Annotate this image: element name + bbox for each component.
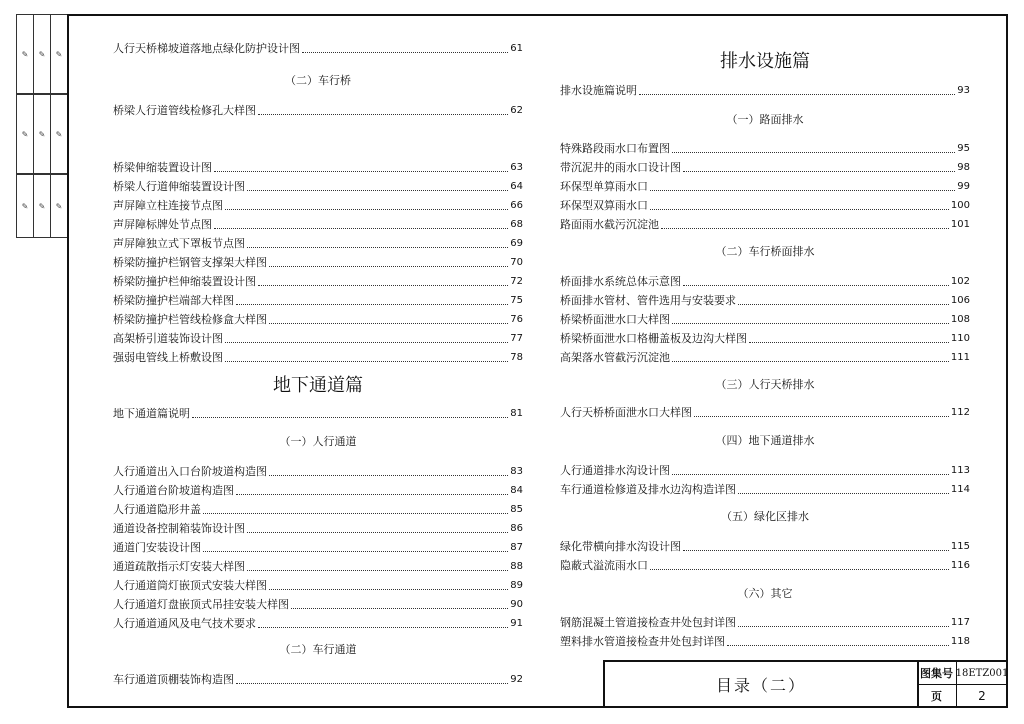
atlas-number-value: 18ETZ001 bbox=[957, 662, 1007, 685]
dot-leader bbox=[738, 292, 949, 305]
toc-entry-page: 93 bbox=[957, 85, 970, 96]
signature-mark: ✎ bbox=[54, 201, 64, 211]
dot-leader bbox=[302, 40, 508, 53]
toc-entry-page: 112 bbox=[950, 407, 970, 418]
toc-entry-page: 98 bbox=[957, 162, 970, 173]
toc-entry bbox=[113, 482, 523, 500]
toc-entry-title: 桥梁伸缩装置设计图 bbox=[113, 161, 212, 174]
toc-entry-title: 车行通道检修道及排水边沟构造详图 bbox=[560, 483, 736, 496]
toc-entry bbox=[113, 539, 523, 557]
toc-entry-title: 人行通道排水沟设计图 bbox=[560, 464, 670, 477]
toc-entry-page: 91 bbox=[510, 618, 523, 629]
toc-entry-page: 89 bbox=[510, 580, 523, 591]
toc-entry-title: 桥梁防撞护栏管线检修盒大样图 bbox=[113, 313, 267, 326]
toc-entry bbox=[113, 671, 523, 689]
toc-entry-title: 隐蔽式溢流雨水口 bbox=[560, 559, 648, 572]
toc-entry bbox=[113, 216, 523, 234]
toc-entry-title: 桥梁防撞护栏伸缩装置设计图 bbox=[113, 275, 256, 288]
toc-entry-title: 钢筋混凝土管道接检查井处包封详图 bbox=[560, 616, 736, 629]
drawing-title: 目录（二） bbox=[605, 662, 919, 707]
dot-leader bbox=[650, 178, 955, 191]
section-title: 地下通道篇 bbox=[273, 375, 363, 396]
toc-entry bbox=[113, 311, 523, 329]
toc-entry-title: 环保型双算雨水口 bbox=[560, 199, 648, 212]
toc-entry-title: 塑料排水管道接检查井处包封详图 bbox=[560, 635, 725, 648]
dot-leader bbox=[661, 216, 949, 229]
toc-entry-title: 桥梁防撞护栏钢管支撑架大样图 bbox=[113, 256, 267, 269]
toc-entry-title: 高架桥引道装饰设计图 bbox=[113, 332, 223, 345]
signature-mark: ✎ bbox=[34, 175, 51, 237]
dot-leader bbox=[247, 520, 508, 533]
dot-leader bbox=[192, 405, 508, 418]
toc-entry-title: 人行通道筒灯嵌顶式安装大样图 bbox=[113, 579, 267, 592]
toc-entry bbox=[113, 178, 523, 196]
toc-entry-page: 92 bbox=[510, 674, 523, 685]
toc-entry bbox=[113, 159, 523, 177]
toc-entry bbox=[113, 577, 523, 595]
toc-entry-title: 人行天桥桥面泄水口大样图 bbox=[560, 406, 692, 419]
dot-leader bbox=[694, 404, 949, 417]
toc-entry-title: 通道门安装设计图 bbox=[113, 541, 201, 554]
toc-entry bbox=[113, 330, 523, 348]
toc-entry bbox=[113, 615, 523, 633]
toc-entry bbox=[560, 349, 970, 367]
toc-entry-title: 声屏障独立式下罩板节点图 bbox=[113, 237, 245, 250]
toc-entry-title: 桥梁人行道伸缩装置设计图 bbox=[113, 180, 245, 193]
toc-entry-page: 64 bbox=[510, 181, 523, 192]
dot-leader bbox=[650, 557, 949, 570]
toc-entry bbox=[113, 501, 523, 519]
toc-entry-page: 90 bbox=[510, 599, 523, 610]
page-label: 页 bbox=[917, 685, 957, 707]
toc-entry-page: 78 bbox=[510, 352, 523, 363]
toc-entry bbox=[560, 538, 970, 556]
toc-entry-page: 62 bbox=[510, 105, 523, 116]
toc-entry-page: 70 bbox=[510, 257, 523, 268]
toc-entry bbox=[560, 82, 970, 100]
approval-strip bbox=[16, 14, 68, 238]
dot-leader bbox=[258, 102, 508, 115]
toc-entry-title: 桥梁桥面泄水口大样图 bbox=[560, 313, 670, 326]
toc-entry-title: 路面雨水截污沉淀池 bbox=[560, 218, 659, 231]
toc-entry-title: 人行通道灯盘嵌顶式吊挂安装大样图 bbox=[113, 598, 289, 611]
toc-entry-page: 87 bbox=[510, 542, 523, 553]
toc-entry bbox=[560, 404, 970, 422]
toc-entry bbox=[560, 216, 970, 234]
toc-entry-title: 声屏障立柱连接节点图 bbox=[113, 199, 223, 212]
subsection-heading: （一）人行通道 bbox=[279, 435, 357, 448]
dot-leader bbox=[683, 273, 949, 286]
toc-entry-page: 108 bbox=[950, 314, 970, 325]
subsection-heading: （四）地下通道排水 bbox=[715, 434, 815, 447]
toc-entry-page: 114 bbox=[950, 484, 970, 495]
toc-entry-page: 111 bbox=[950, 352, 970, 363]
toc-entry bbox=[113, 596, 523, 614]
toc-entry-page: 100 bbox=[950, 200, 970, 211]
toc-entry bbox=[113, 292, 523, 310]
signature-mark: ✎ bbox=[54, 129, 64, 139]
dot-leader bbox=[225, 330, 508, 343]
toc-entry-title: 声屏障标牌处节点图 bbox=[113, 218, 212, 231]
approval-cell-3 bbox=[16, 174, 68, 238]
dot-leader bbox=[639, 82, 955, 95]
toc-entry-page: 76 bbox=[510, 314, 523, 325]
toc-entry-page: 66 bbox=[510, 200, 523, 211]
approval-cell-2 bbox=[16, 94, 68, 174]
toc-entry bbox=[113, 405, 523, 423]
subsection-heading: （三）人行天桥排水 bbox=[715, 378, 815, 391]
toc-entry bbox=[113, 273, 523, 291]
toc-entry-page: 101 bbox=[950, 219, 970, 230]
toc-entry bbox=[113, 254, 523, 272]
signature-mark: ✎ bbox=[34, 95, 51, 173]
toc-entry-page: 86 bbox=[510, 523, 523, 534]
toc-entry bbox=[560, 197, 970, 215]
toc-entry bbox=[560, 140, 970, 158]
subsection-heading: （五）绿化区排水 bbox=[721, 510, 809, 523]
toc-entry-page: 77 bbox=[510, 333, 523, 344]
toc-entry-page: 117 bbox=[950, 617, 970, 628]
toc-entry bbox=[560, 481, 970, 499]
signature-mark: ✎ bbox=[17, 95, 34, 173]
dot-leader bbox=[258, 615, 508, 628]
dot-leader bbox=[650, 197, 949, 210]
toc-entry-title: 人行通道台阶坡道构造图 bbox=[113, 484, 234, 497]
signature-mark: ✎ bbox=[34, 15, 51, 93]
page-number: 2 bbox=[978, 689, 986, 703]
toc-entry-title: 强弱电管线上桥敷设图 bbox=[113, 351, 223, 364]
toc-entry-page: 81 bbox=[510, 408, 523, 419]
toc-entry bbox=[560, 633, 970, 651]
toc-entry bbox=[113, 197, 523, 215]
toc-entry bbox=[113, 558, 523, 576]
toc-entry bbox=[113, 102, 523, 120]
toc-entry-page: 113 bbox=[950, 465, 970, 476]
dot-leader bbox=[203, 539, 508, 552]
signature-mark: ✎ bbox=[54, 49, 64, 59]
toc-entry-page: 95 bbox=[957, 143, 970, 154]
toc-entry bbox=[113, 349, 523, 367]
toc-entry-title: 车行通道顶棚装饰构造图 bbox=[113, 673, 234, 686]
toc-entry-title: 桥面排水系统总体示意图 bbox=[560, 275, 681, 288]
dot-leader bbox=[683, 538, 949, 551]
dot-leader bbox=[269, 577, 508, 590]
toc-entry-page: 69 bbox=[510, 238, 523, 249]
toc-entry-page: 63 bbox=[510, 162, 523, 173]
signature-mark: ✎ bbox=[17, 15, 34, 93]
toc-entry bbox=[560, 330, 970, 348]
subsection-heading: （二）车行桥面排水 bbox=[715, 245, 815, 258]
toc-entry-title: 桥梁防撞护栏端部大样图 bbox=[113, 294, 234, 307]
toc-entry bbox=[560, 292, 970, 310]
dot-leader bbox=[672, 462, 949, 475]
dot-leader bbox=[269, 463, 508, 476]
dot-leader bbox=[738, 614, 949, 627]
approval-cell-1 bbox=[16, 14, 68, 94]
subsection-heading: （六）其它 bbox=[737, 587, 793, 600]
toc-entry-page: 75 bbox=[510, 295, 523, 306]
dot-leader bbox=[236, 671, 508, 684]
toc-entry bbox=[560, 273, 970, 291]
toc-entry bbox=[113, 463, 523, 481]
toc-entry-page: 68 bbox=[510, 219, 523, 230]
toc-entry bbox=[560, 614, 970, 632]
dot-leader bbox=[225, 349, 508, 362]
dot-leader bbox=[683, 159, 955, 172]
toc-entry-page: 118 bbox=[950, 636, 970, 647]
toc-entry-page: 106 bbox=[950, 295, 970, 306]
toc-entry-title: 通道疏散指示灯安装大样图 bbox=[113, 560, 245, 573]
atlas-number-label: 图集号 bbox=[917, 662, 957, 685]
toc-entry-page: 72 bbox=[510, 276, 523, 287]
toc-entry bbox=[560, 462, 970, 480]
dot-leader bbox=[236, 292, 508, 305]
toc-entry-title: 桥面排水管材、管件选用与安装要求 bbox=[560, 294, 736, 307]
dot-leader bbox=[269, 311, 508, 324]
dot-leader bbox=[291, 596, 508, 609]
dot-leader bbox=[269, 254, 508, 267]
toc-entry bbox=[560, 159, 970, 177]
toc-entry-title: 高架落水管截污沉淀池 bbox=[560, 351, 670, 364]
dot-leader bbox=[672, 311, 949, 324]
toc-entry-title: 人行通道隐形井盖 bbox=[113, 503, 201, 516]
toc-entry-title: 地下通道篇说明 bbox=[113, 407, 190, 420]
toc-entry bbox=[113, 520, 523, 538]
dot-leader bbox=[672, 140, 955, 153]
toc-entry-title: 带沉泥井的雨水口设计图 bbox=[560, 161, 681, 174]
toc-entry-page: 116 bbox=[950, 560, 970, 571]
dot-leader bbox=[749, 330, 949, 343]
section-title: 排水设施篇 bbox=[720, 51, 810, 72]
dot-leader bbox=[258, 273, 508, 286]
toc-entry-page: 99 bbox=[957, 181, 970, 192]
signature-mark: ✎ bbox=[17, 175, 34, 237]
dot-leader bbox=[225, 197, 508, 210]
subsection-heading: （二）车行通道 bbox=[279, 643, 357, 656]
dot-leader bbox=[214, 216, 508, 229]
toc-entry-page: 83 bbox=[510, 466, 523, 477]
toc-entry-title: 特殊路段雨水口布置图 bbox=[560, 142, 670, 155]
dot-leader bbox=[672, 349, 949, 362]
subsection-heading: （一）路面排水 bbox=[726, 113, 804, 126]
dot-leader bbox=[247, 558, 508, 571]
toc-entry-title: 绿化带横向排水沟设计图 bbox=[560, 540, 681, 553]
toc-entry-page: 110 bbox=[950, 333, 970, 344]
subsection-heading: （二）车行桥 bbox=[285, 74, 351, 87]
toc-entry-page: 115 bbox=[950, 541, 970, 552]
toc-entry-page: 85 bbox=[510, 504, 523, 515]
toc-entry-title: 通道设备控制箱装饰设计图 bbox=[113, 522, 245, 535]
toc-entry bbox=[560, 311, 970, 329]
toc-entry-page: 84 bbox=[510, 485, 523, 496]
toc-entry bbox=[560, 178, 970, 196]
dot-leader bbox=[247, 178, 508, 191]
dot-leader bbox=[738, 481, 949, 494]
toc-entry-page: 102 bbox=[950, 276, 970, 287]
toc-entry-title: 人行通道出入口台阶坡道构造图 bbox=[113, 465, 267, 478]
toc-entry-title: 人行通道通风及电气技术要求 bbox=[113, 617, 256, 630]
toc-entry-title: 桥梁桥面泄水口格栅盖板及边沟大样图 bbox=[560, 332, 747, 345]
title-block bbox=[603, 660, 1007, 707]
toc-entry-page: 88 bbox=[510, 561, 523, 572]
toc-entry-title: 桥梁人行道管线检修孔大样图 bbox=[113, 104, 256, 117]
toc-entry bbox=[560, 557, 970, 575]
toc-entry-title: 环保型单算雨水口 bbox=[560, 180, 648, 193]
dot-leader bbox=[236, 482, 508, 495]
dot-leader bbox=[727, 633, 949, 646]
toc-entry-title: 排水设施篇说明 bbox=[560, 84, 637, 97]
dot-leader bbox=[247, 235, 508, 248]
dot-leader bbox=[214, 159, 508, 172]
toc-entry-title: 人行天桥梯坡道落地点绿化防护设计图 bbox=[113, 42, 300, 55]
toc-entry bbox=[113, 40, 523, 58]
toc-entry bbox=[113, 235, 523, 253]
dot-leader bbox=[203, 501, 508, 514]
toc-entry-page: 61 bbox=[510, 43, 523, 54]
